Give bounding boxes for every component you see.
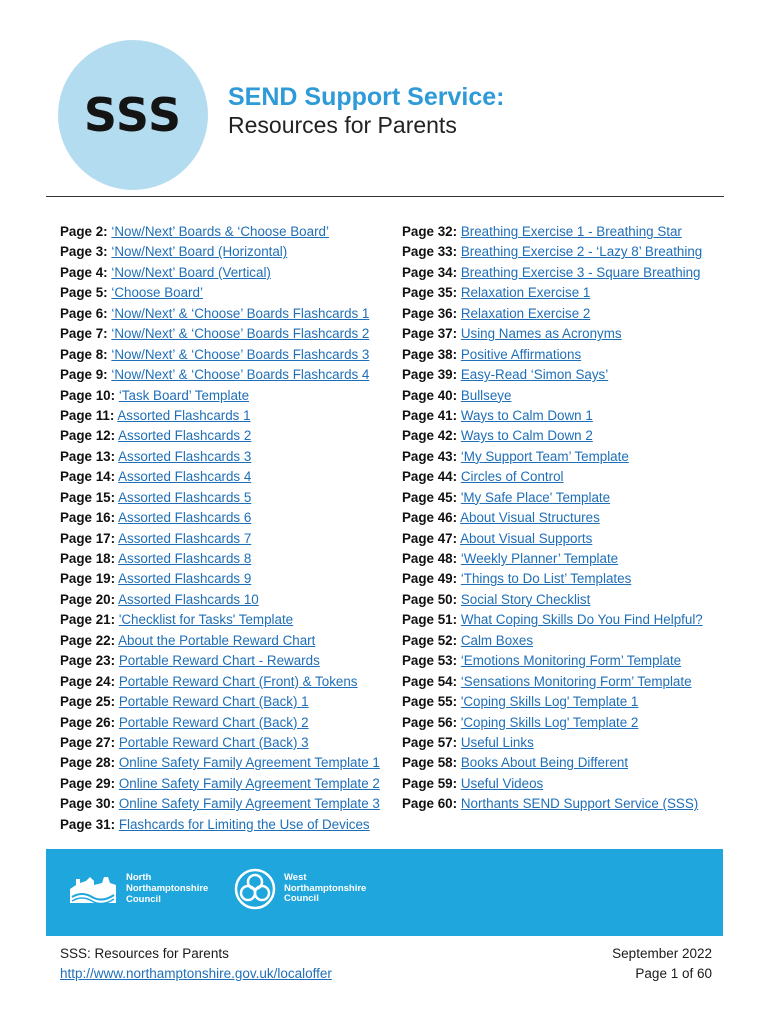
page-number-label: Page 49: [402,571,458,587]
contents-link[interactable]: ‘Emotions Monitoring Form’ Template [460,653,682,669]
contents-entry [402,569,703,589]
contents-entry [402,386,703,406]
contents-entry [402,222,703,242]
contents-entry [402,610,703,630]
contents-link[interactable]: Bullseye [460,387,512,403]
contents-entry [60,815,380,835]
contents-link[interactable]: Useful Links [460,734,534,750]
page-number-label: Page 50: [402,591,458,607]
page-number-label: Page 37: [402,326,458,342]
footer-left [60,944,332,983]
contents-entry [402,365,703,385]
document-title [228,82,504,140]
contents-entry [60,610,380,630]
contents-entry [402,242,703,262]
contents-link[interactable]: About Visual Structures [460,510,600,526]
contents-entry [60,263,380,283]
contents-entry [402,283,703,303]
contents-link[interactable]: Portable Reward Chart (Back) 2 [118,714,309,730]
contents-link[interactable]: About Visual Supports [460,530,593,546]
north-council-emblem-icon [68,873,118,905]
contents-link[interactable]: Easy-Read ‘Simon Says’ [460,367,609,383]
page-number-label: Page 56: [402,714,458,730]
contents-entry [402,345,703,365]
contents-entry [60,426,380,446]
page-number-label: Page 29: [60,775,116,791]
page-number-label: Page 34: [402,264,458,280]
contents-entry [60,569,380,589]
page-number-label: Page 45: [402,489,458,505]
contents-entry [402,508,703,528]
page-subtitle: Resources for Parents [228,112,457,138]
local-offer-link[interactable]: http://www.northamptonshire.gov.uk/localoffer [60,965,332,981]
page-number-label: Page 55: [402,694,458,710]
west-council-line1: West [284,871,307,883]
contents-entry [402,549,703,569]
council-logo-band [46,849,723,936]
north-council-line3: Council [126,893,161,905]
contents-entry [60,753,380,773]
contents-link[interactable]: What Coping Skills Do You Find Helpful? [460,612,703,628]
page-number-label: Page 58: [402,755,458,771]
contents-link[interactable]: 'Checklist for Tasks' Template [118,612,294,628]
contents-entry [402,488,703,508]
page-number-label: Page 8: [60,346,108,362]
contents-entry [60,242,380,262]
page-number-label: Page 11: [60,407,115,423]
contents-entry [60,733,380,753]
contents-link[interactable]: Northants SEND Support Service (SSS) [460,796,699,812]
page-number: Page 1 of 60 [635,965,712,981]
contents-link[interactable]: Portable Reward Chart (Back) 3 [118,734,309,750]
page-number-label: Page 42: [402,428,458,444]
page-number-label: Page 6: [60,305,108,321]
contents-entry [402,672,703,692]
contents-entry [60,549,380,569]
contents-entry [60,324,380,344]
contents-link[interactable]: Online Safety Family Agreement Template 3 [118,796,380,812]
north-council-line1: North [126,872,152,883]
contents-link[interactable]: ‘Sensations Monitoring Form’ Template [460,673,692,689]
contents-link[interactable]: 'Coping Skills Log' Template 1 [460,694,639,710]
contents-link[interactable]: Calm Boxes [460,632,534,648]
page-number-label: Page 54: [402,673,458,689]
page-number-label: Page 40: [402,387,458,403]
west-northamptonshire-logo [234,867,366,911]
header-divider [46,196,724,197]
contents-link[interactable]: ‘My Support Team’ Template [460,448,629,464]
page-number-label: Page 20: [60,591,116,607]
contents-link[interactable]: Assorted Flashcards 9 [118,571,252,587]
north-council-name [126,873,208,906]
contents-link[interactable]: Assorted Flashcards 5 [118,489,252,505]
page-number-label: Page 35: [402,285,458,301]
contents-entry [402,406,703,426]
north-council-line2: Northamptonshire [126,882,209,894]
page-number-label: Page 12: [60,428,116,444]
contents-entry [402,651,703,671]
contents-link[interactable]: ‘Weekly Planner’ Template [460,551,619,566]
contents-entry [60,590,380,610]
contents-link[interactable]: ‘Task Board’ Template [118,387,250,403]
contents-link[interactable]: Ways to Calm Down 1 [460,407,593,423]
contents-link[interactable]: 'My Safe Place' Template [460,489,611,505]
contents-link[interactable]: ‘Choose Board’ [111,285,203,301]
contents-column-left [60,222,380,835]
west-council-line3: Council [284,893,319,905]
contents-entry [402,324,703,344]
page-number-label: Page 43: [402,448,458,464]
contents-link[interactable]: ‘Things to Do List’ Templates [460,571,632,587]
contents-link[interactable]: Ways to Calm Down 2 [460,428,593,444]
contents-entry [402,304,703,324]
page-number-label: Page 26: [60,714,116,730]
contents-link[interactable]: Portable Reward Chart (Back) 1 [118,694,309,710]
contents-entry [402,753,703,773]
contents-link[interactable]: Positive Affirmations [460,346,582,362]
page-number-label: Page 17: [60,530,116,546]
contents-entry [402,529,703,549]
page-number-label: Page 5: [60,285,108,301]
contents-entry [60,365,380,385]
page-number-label: Page 9: [60,367,108,383]
page-number-label: Page 23: [60,653,116,669]
contents-link[interactable]: Assorted Flashcards 6 [118,510,252,526]
contents-entry [60,774,380,794]
contents-link[interactable]: Online Safety Family Agreement Template 1 [118,755,380,771]
contents-entry [60,304,380,324]
page-number-label: Page 14: [60,469,116,485]
footer-doc-name: SSS: Resources for Parents [60,946,229,961]
contents-entry [402,447,703,467]
contents-entry [402,713,703,733]
contents-entry [60,651,380,671]
page-number-label: Page 25: [60,694,116,710]
page-number-label: Page 46: [402,510,458,526]
contents-link[interactable]: Assorted Flashcards 7 [118,530,252,546]
contents-link[interactable]: Assorted Flashcards 10 [118,591,259,607]
page-title: SEND Support Service: [228,83,505,111]
page-number-label: Page 27: [60,734,116,750]
page-number-label: Page 22: [60,632,116,648]
page-number-label: Page 30: [60,796,116,812]
contents-entry [60,406,380,426]
contents-link[interactable]: Breathing Exercise 2 - ‘Lazy 8’ Breathing [460,244,703,260]
page-number-label: Page 15: [60,489,116,505]
west-council-line2: Northamptonshire [284,882,367,894]
page-number-label: Page 10: [60,387,116,403]
contents-entry [60,345,380,365]
contents-link[interactable]: ‘Now/Next’ & ‘Choose’ Boards Flashcards 2 [111,326,370,342]
page-number-label: Page 13: [60,448,116,464]
contents-entry [60,713,380,733]
contents-link[interactable]: Relaxation Exercise 1 [460,285,591,301]
contents-entry [402,631,703,651]
page-number-label: Page 48: [402,551,458,566]
contents-link[interactable]: Social Story Checklist [460,591,591,607]
contents-link[interactable]: About the Portable Reward Chart [118,632,316,648]
contents-link[interactable]: Books About Being Different [460,755,629,771]
contents-entry [60,672,380,692]
contents-link[interactable]: Portable Reward Chart (Front) & Tokens [118,673,358,689]
page-number-label: Page 51: [402,612,458,628]
contents-link[interactable]: Breathing Exercise 1 - Breathing Star [460,224,682,239]
contents-link[interactable]: ‘Now/Next’ Boards & ‘Choose Board’ [111,224,329,239]
contents-entry [60,467,380,487]
contents-entry [60,283,380,303]
contents-link[interactable]: Circles of Control [460,469,564,485]
contents-link[interactable]: ‘Now/Next’ & ‘Choose’ Boards Flashcards 3 [111,346,370,362]
page-number-label: Page 31: [60,816,116,832]
page-number-label: Page 2: [60,224,108,239]
contents-entry [402,263,703,283]
contents-column-right [402,222,703,815]
west-council-name [284,873,366,906]
contents-entry [402,426,703,446]
contents-entry [60,631,380,651]
contents-link[interactable]: Relaxation Exercise 2 [460,305,591,321]
sss-logo [58,40,208,190]
contents-link[interactable]: Online Safety Family Agreement Template 2 [118,775,380,791]
contents-link[interactable]: ‘Now/Next’ & ‘Choose’ Boards Flashcards 4 [111,367,370,383]
contents-link[interactable]: Useful Videos [460,775,544,791]
page-number-label: Page 33: [402,244,458,260]
contents-entry [60,508,380,528]
page-number-label: Page 52: [402,632,458,648]
logo-text: SSS [83,88,183,142]
contents-entry [402,590,703,610]
contents-entry [60,529,380,549]
contents-link[interactable]: Assorted Flashcards 1 [117,407,251,423]
contents-link[interactable]: Breathing Exercise 3 - Square Breathing [460,264,701,280]
contents-link[interactable]: ‘Now/Next’ Board (Horizontal) [111,244,288,260]
contents-link[interactable]: Assorted Flashcards 3 [118,448,252,464]
page-number-label: Page 53: [402,653,458,669]
page-number-label: Page 57: [402,734,458,750]
contents-link[interactable]: Portable Reward Chart - Rewards [118,653,320,669]
page-number-label: Page 60: [402,796,458,812]
page-number-label: Page 16: [60,510,116,526]
page-number-label: Page 59: [402,775,458,791]
page-number-label: Page 47: [402,530,458,546]
contents-link[interactable]: ‘Now/Next’ Board (Vertical) [111,264,271,280]
page-number-label: Page 7: [60,326,108,342]
contents-entry [60,447,380,467]
page-number-label: Page 3: [60,244,108,260]
page-number-label: Page 19: [60,571,116,587]
page-number-label: Page 4: [60,264,108,280]
contents-link[interactable]: Assorted Flashcards 8 [118,551,252,566]
west-council-knot-icon [234,867,276,911]
page-number-label: Page 32: [402,224,458,239]
contents-entry [60,794,380,814]
contents-entry [402,467,703,487]
contents-link[interactable]: 'Coping Skills Log' Template 2 [460,714,639,730]
page-number-label: Page 18: [60,551,116,566]
page-number-label: Page 21: [60,612,116,628]
page-number-label: Page 28: [60,755,116,771]
contents-entry [402,794,703,814]
page-number-label: Page 38: [402,346,458,362]
contents-entry [402,692,703,712]
footer-right [612,944,712,983]
contents-link[interactable]: Using Names as Acronyms [460,326,622,342]
contents-entry [402,774,703,794]
north-northamptonshire-logo [68,873,208,906]
page-number-label: Page 39: [402,367,458,383]
contents-entry [60,222,380,242]
contents-link[interactable]: Flashcards for Limiting the Use of Devices [118,816,370,832]
contents-entry [60,692,380,712]
contents-entry [402,733,703,753]
contents-entry [60,488,380,508]
contents-link[interactable]: Assorted Flashcards 2 [118,428,252,444]
footer-date: September 2022 [612,946,712,961]
page-number-label: Page 24: [60,673,116,689]
page-number-label: Page 44: [402,469,458,485]
page-number-label: Page 41: [402,407,458,423]
contents-entry [60,386,380,406]
contents-link[interactable]: Assorted Flashcards 4 [118,469,252,485]
contents-link[interactable]: ‘Now/Next’ & ‘Choose’ Boards Flashcards 1 [111,305,370,321]
page-number-label: Page 36: [402,305,458,321]
